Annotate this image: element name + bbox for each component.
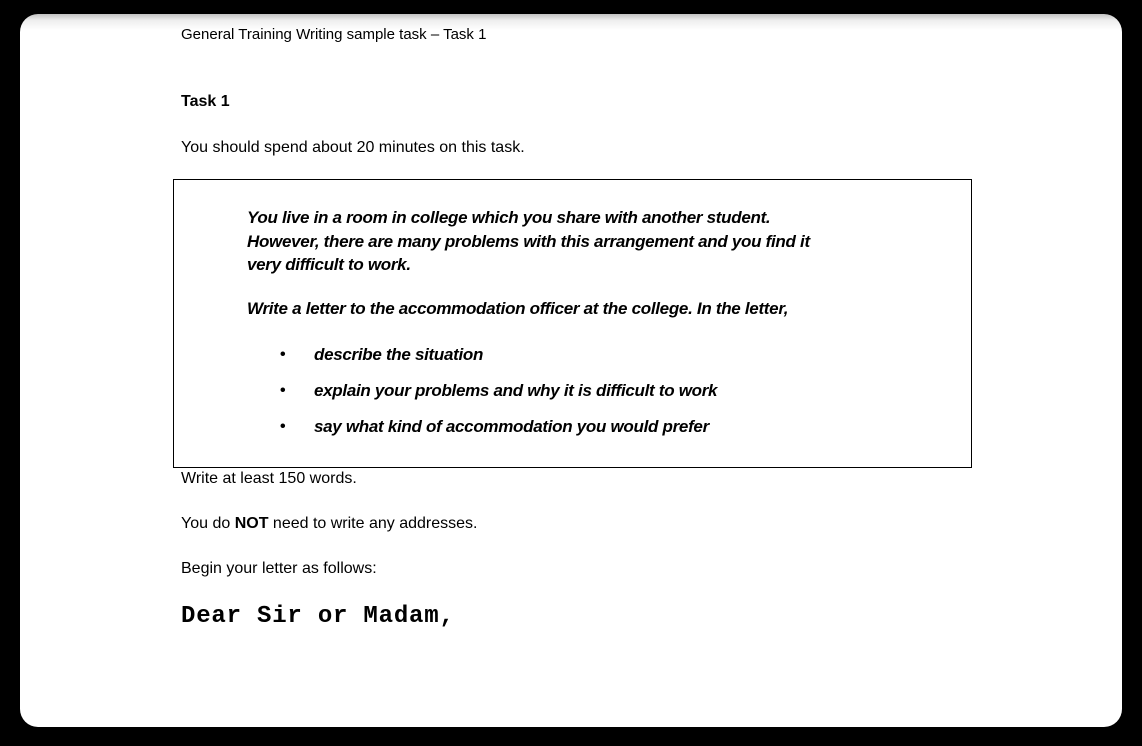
address-note-emphasis: NOT [234, 515, 269, 532]
task-title: Task 1 [181, 93, 230, 110]
list-item [247, 343, 947, 367]
address-note-suffix: need to write any addresses. [268, 515, 478, 532]
list-item [247, 379, 947, 403]
bullet-text: explain your problems and why it is difficult to work [314, 381, 718, 400]
scenario-line: You live in a room in college which you share with another student. [247, 208, 771, 227]
document-header: General Training Writing sample task – Task 1 [181, 26, 487, 43]
list-item [247, 415, 947, 439]
begin-note: Begin your letter as follows: [181, 560, 377, 577]
word-count-note: Write at least 150 words. [181, 470, 357, 487]
bullet-icon: • [280, 382, 286, 399]
bullet-text: describe the situation [314, 345, 484, 364]
salutation: Dear Sir or Madam, [181, 603, 455, 630]
scenario-paragraph [247, 206, 947, 277]
document-page [20, 14, 1122, 727]
address-note [181, 513, 1122, 535]
bullet-icon: • [280, 346, 286, 363]
address-note-prefix: You do [181, 515, 235, 532]
bullet-icon: • [280, 418, 286, 435]
scenario-line: very difficult to work. [247, 255, 411, 274]
task-prompt-box [173, 179, 972, 468]
letter-instruction: Write a letter to the accommodation officer at the college. In the letter, [247, 298, 789, 318]
bullet-text: say what kind of accommodation you would prefer [314, 417, 709, 436]
time-instruction: You should spend about 20 minutes on this task. [181, 139, 525, 156]
scenario-line: However, there are many problems with this arrangement and you find it [247, 231, 810, 251]
task-bullet-list [247, 343, 947, 439]
